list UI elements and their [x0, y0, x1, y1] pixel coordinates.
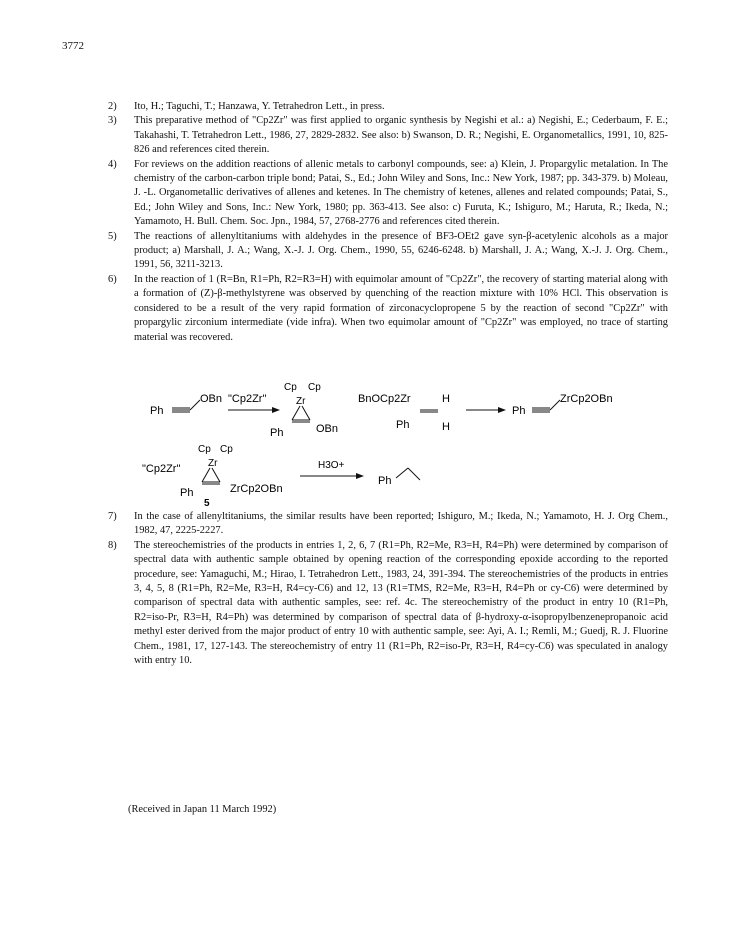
reference-item	[108, 158, 668, 230]
scheme-h-2: H	[442, 421, 450, 433]
reference-item	[108, 100, 668, 114]
bond-7	[202, 468, 210, 482]
scheme-obn-2: OBn	[316, 423, 339, 435]
bond-6	[550, 400, 560, 410]
reference-number: 4)	[108, 158, 117, 170]
bond-11	[408, 468, 420, 480]
scheme-cp-label-1: Cp	[284, 382, 297, 393]
reference-text: For reviews on the addition reactions of allenic metals to carbonyl compounds, see: a) Klein, J. Propargylic metalation. In The chemistry of the carbon-carbon triple bond; Patai, S., Ed.; John Wiley and Sons, Inc.: New York, 1987; pp. 343-379. b) Moleau, J. -L. Organometallic derivatives of allenes and ketenes. In The chemistry of ketenes, allenes and related compounds; Patai, S., Ed.; John Wiley and Sons, Inc.: New York, 1980; pp. 363-413. See also: c) Furuta, K.; Ishiguro, M.; Haruta, R.; Ikeda, N.; Yamamoto, H. Bull. Chem. Soc. Jpn., 1984, 57, 2768-2776 and references cited therein.	[134, 158, 668, 228]
reaction-scheme-svg	[120, 380, 640, 509]
scheme-h-1: H	[442, 393, 450, 405]
reference-number: 2)	[108, 101, 117, 112]
reference-text: Ito, H.; Taguchi, T.; Hanzawa, Y. Tetrahedron Lett., in press.	[134, 101, 385, 112]
reference-item	[108, 273, 668, 345]
reference-number: 3)	[108, 115, 117, 127]
scheme-h3o: H3O+	[318, 460, 345, 471]
reference-item	[108, 230, 668, 273]
page-number: 3772	[62, 40, 84, 52]
arrowhead-3	[356, 473, 364, 479]
scheme-cp-label-2: Cp	[308, 382, 321, 393]
bond-3	[302, 406, 310, 420]
reaction-scheme	[120, 380, 640, 509]
scheme-ph-5: Ph	[180, 487, 194, 499]
reference-text: In the case of allenyltitaniums, the similar results have been reported; Ishiguro, M.; Ikeda, N.; Yamamoto, H. J. Org Chem., 1982, 47, 2225-2227.	[134, 511, 668, 537]
scheme-zrcp2obn-1: ZrCp2OBn	[560, 393, 613, 405]
scheme-ph-4: Ph	[512, 405, 526, 417]
scheme-zrcp2obn-2: ZrCp2OBn	[230, 483, 283, 495]
reference-item	[108, 539, 668, 669]
reference-item	[108, 510, 668, 539]
reference-item	[108, 114, 668, 157]
scheme-ph-6: Ph	[378, 475, 392, 487]
arrowhead-2	[498, 407, 506, 413]
bond-1	[190, 400, 200, 410]
reference-number: 8)	[108, 539, 117, 551]
reference-text: The reactions of allenyltitaniums with aldehydes in the presence of BF3-OEt2 gave syn-β-acetylenic alcohols as a major product; a) Marshall, J. A.; Wang, X.-J. J. Org. Chem., 1990, 55, 6246-6248. b) Marshall, J. A.; Wang, X.-J. J. Org. Chem., 1991, 56, 3211-3213.	[134, 230, 668, 271]
references-block-2	[108, 510, 668, 668]
bond-10	[396, 468, 408, 478]
scheme-cp-label-4: Cp	[220, 444, 233, 455]
reference-text: In the reaction of 1 (R=Bn, R1=Ph, R2=R3=H) with equimolar amount of "Cp2Zr", the recovery of starting material along with a formation of (Z)-β-methylstyrene was observed by quenching of the reaction mixture with 10% HCl. This observation is considered to be a result of the very rapid formation of zirconacyclopropene 5 by the reaction of second "Cp2Zr" with propargylic zirconium intermediate (vide infra). When two equimolar amount of "Cp2Zr" was employed, no trace of starting material was recovered.	[134, 273, 668, 343]
scheme-reagent-2: "Cp2Zr"	[142, 463, 181, 475]
bond-2	[292, 406, 300, 420]
scheme-cp-label-3: Cp	[198, 444, 211, 455]
reference-number: 5)	[108, 230, 117, 242]
references-block-1	[108, 100, 668, 345]
received-date: (Received in Japan 11 March 1992)	[128, 804, 277, 815]
scheme-zr-2: Zr	[208, 458, 218, 469]
scheme-ph-2: Ph	[270, 427, 284, 439]
reference-text: This preparative method of "Cp2Zr" was first applied to organic synthesis by Negishi et al.: a) Negishi, E.; Cederbaum, F. E.; Takahashi, T. Tetrahedron Lett., 1986, 27, 2829-2832. See also: b) Swanson, D. R.; Negishi, E. Organometallics, 1991, 10, 825-826 and references cited therein.	[134, 115, 668, 156]
scheme-ph-3: Ph	[396, 419, 410, 431]
scheme-zr-1: Zr	[296, 396, 306, 407]
scheme-compound-label: 5	[204, 498, 210, 509]
reference-number: 6)	[108, 273, 117, 285]
reference-text: The stereochemistries of the products in entries 1, 2, 6, 7 (R1=Ph, R2=Me, R3=H, R4=Ph) were determined by comparison of spectral data with authentic sample obtained by opening reaction of the corresponding epoxide according to the reported procedure, see: Yamaguchi, M.; Hirao, I. Tetrahedron Lett., 1983, 24, 391-394. The stereochemistries of the products in entries 3, 4, 5, 8 (R1=Ph, R2=Me, R3=H, R4=cy-C6) and 12, 13 (R1=TMS, R2=Me, R3=H, R4=Ph or cy-C6) were determined by comparison of spectral data with authentic samples, see: ref. 4c. The stereochemistry of the product in entry 10 (R1=Ph, R2=iso-Pr, R3=H, R4=Ph) was determined by comparison of spectral data of β-hydroxy-α-isopropylbenzenepropanoic acid methyl ester derived from the major product of entry 10 with authentic sample, see: Ayi, A. I.; Remli, M.; Guedj, R. J. Fluorine Chem., 1981, 17, 127-143. The stereochemistry of entry 11 (R1=Ph, R2=iso-Pr, R3=H, R4=cy-C6) was speculated in analogy with entry 10.	[134, 539, 668, 667]
scheme-ph-1: Ph	[150, 405, 164, 417]
reference-number: 7)	[108, 511, 117, 522]
scheme-obn-1: OBn	[200, 393, 223, 405]
arrowhead-1	[272, 407, 280, 413]
bond-8	[212, 468, 220, 482]
scheme-bnocp2zr: BnOCp2Zr	[358, 393, 411, 405]
scheme-reagent-1: "Cp2Zr"	[228, 393, 267, 405]
